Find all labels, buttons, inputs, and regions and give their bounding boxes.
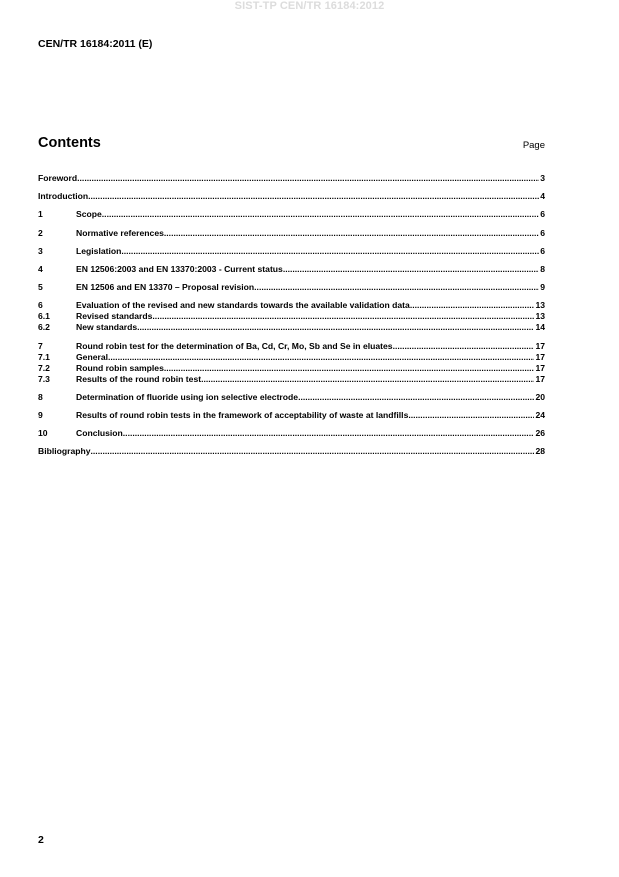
- toc-entry-title: Revised standards: [76, 311, 153, 322]
- toc-entry-title: Legislation: [76, 245, 122, 256]
- toc-entry-number: 2: [38, 227, 43, 238]
- toc-entry-title: Round robin test for the determination of Ba, Cd, Cr, Mo, Sb and Se in eluates: [76, 340, 393, 351]
- toc-entry-title: EN 12506:2003 and EN 13370:2003 - Current status: [76, 263, 283, 274]
- toc-entry-page: 26: [535, 428, 545, 439]
- table-of-contents: [38, 173, 545, 457]
- toc-entry-title: Conclusion: [76, 428, 123, 439]
- toc-entry-number: 1: [38, 209, 43, 220]
- toc-entry-page: 24: [535, 409, 545, 420]
- toc-entry-1[interactable]: [38, 209, 545, 220]
- toc-entry-number: 6: [38, 300, 43, 311]
- toc-entry-page: 4: [540, 191, 545, 202]
- toc-entry-5[interactable]: [38, 282, 545, 293]
- toc-entry-page: 17: [535, 362, 545, 373]
- page-column-label: Page: [522, 140, 545, 151]
- toc-entry-7-2[interactable]: [38, 363, 545, 374]
- toc-entry-7[interactable]: [38, 341, 545, 352]
- toc-entry-title: Foreword: [38, 173, 78, 183]
- contents-title: Contents: [38, 135, 101, 151]
- toc-entry-number: 7.3: [38, 373, 50, 384]
- toc-entry-title: New standards: [76, 322, 138, 333]
- toc-entry-8[interactable]: [38, 392, 545, 403]
- toc-entry-page: 6: [540, 227, 545, 238]
- toc-entry-title: EN 12506 and EN 13370 – Proposal revision: [76, 282, 255, 293]
- toc-entry-title: Normative references: [76, 227, 164, 238]
- toc-entry-number: 6.1: [38, 311, 50, 322]
- toc-entry-page: 20: [535, 391, 545, 402]
- toc-entry-title: Introduction: [38, 191, 89, 202]
- toc-entry-number: 9: [38, 409, 43, 420]
- toc-entry-page: 6: [540, 209, 545, 220]
- toc-entry-title: Scope: [76, 209, 102, 220]
- toc-entry-6-2[interactable]: [38, 322, 545, 333]
- toc-entry-title: Results of the round robin test: [76, 373, 202, 384]
- toc-entry-number: 5: [38, 282, 43, 293]
- toc-entry-page: 17: [535, 373, 545, 384]
- toc-entry-title: Round robin samples: [76, 362, 164, 373]
- toc-entry-6-1[interactable]: [38, 311, 545, 322]
- toc-entry-3[interactable]: [38, 246, 545, 257]
- toc-entry-foreword[interactable]: [38, 173, 545, 184]
- toc-entry-10[interactable]: [38, 428, 545, 439]
- toc-entry-bibliography[interactable]: [38, 446, 545, 457]
- toc-entry-2[interactable]: [38, 228, 545, 239]
- toc-entry-page: 13: [535, 311, 545, 322]
- toc-entry-title: General: [76, 351, 109, 362]
- toc-entry-page: 9: [540, 282, 545, 293]
- toc-entry-7-3[interactable]: [38, 374, 545, 385]
- toc-entry-number: 7.1: [38, 351, 50, 362]
- page-number: 2: [38, 834, 44, 846]
- toc-entry-page: 28: [535, 446, 545, 457]
- document-id-header: CEN/TR 16184:2011 (E): [38, 38, 153, 50]
- toc-entry-7-1[interactable]: [38, 352, 545, 363]
- toc-entry-title: Determination of fluoride using ion selective electrode: [76, 391, 299, 402]
- toc-entry-number: 3: [38, 245, 43, 256]
- toc-entry-number: 7: [38, 340, 43, 351]
- toc-entry-introduction[interactable]: [38, 191, 545, 202]
- toc-entry-title: Bibliography: [38, 446, 91, 457]
- toc-entry-title: Evaluation of the revised and new standards towards the available validation data: [76, 300, 410, 311]
- toc-entry-page: 13: [535, 300, 545, 311]
- toc-entry-page: 17: [535, 351, 545, 362]
- toc-entry-page: 8: [540, 263, 545, 274]
- toc-entry-page: 17: [535, 340, 545, 351]
- toc-entry-number: 6.2: [38, 322, 50, 333]
- toc-entry-6[interactable]: [38, 300, 545, 311]
- toc-entry-page: 14: [535, 322, 545, 333]
- toc-entry-4[interactable]: [38, 264, 545, 275]
- toc-entry-number: 8: [38, 391, 43, 402]
- toc-entry-number: 7.2: [38, 362, 50, 373]
- toc-entry-number: 4: [38, 263, 43, 274]
- toc-entry-9[interactable]: [38, 410, 545, 421]
- toc-entry-title: Results of round robin tests in the framework of acceptability of waste at landfills: [76, 409, 409, 420]
- toc-entry-page: 3: [540, 173, 545, 183]
- toc-entry-page: 6: [540, 245, 545, 256]
- watermark: SIST-TP CEN/TR 16184:2012: [234, 0, 385, 12]
- toc-entry-number: 10: [38, 428, 48, 439]
